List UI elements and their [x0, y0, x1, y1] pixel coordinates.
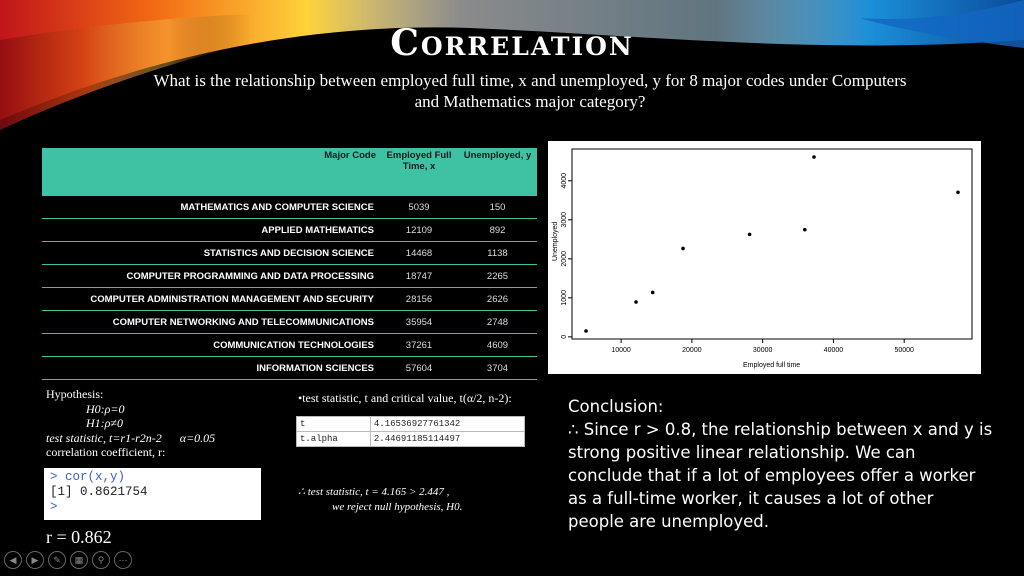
data-point	[803, 228, 807, 232]
prev-icon[interactable]: ◀	[4, 551, 22, 569]
cell-y: 3704	[458, 357, 537, 380]
table-row	[42, 219, 537, 242]
cell-x: 37261	[380, 334, 458, 357]
plot-frame	[572, 149, 972, 339]
next-icon[interactable]: ▶	[26, 551, 44, 569]
table-row	[42, 242, 537, 265]
pen-icon[interactable]: ✎	[48, 551, 66, 569]
cell-code: COMPUTER PROGRAMMING AND DATA PROCESSING	[42, 265, 380, 288]
scatter-plot	[548, 141, 981, 374]
tstat-label: •test statistic, t and critical value, t(α/2, n-2):	[298, 391, 512, 405]
tstat-name: t	[297, 417, 371, 432]
test-statistic-formula: test statistic, t=r1-r2n-2	[46, 430, 162, 445]
cell-y: 1138	[458, 242, 537, 265]
tstat-table	[296, 416, 525, 447]
header-employed: Employed Full Time, x	[380, 148, 458, 196]
cell-x: 57604	[380, 357, 458, 380]
cell-code: STATISTICS AND DECISION SCIENCE	[42, 242, 380, 265]
cell-x: 28156	[380, 288, 458, 311]
slideshow-controls	[4, 551, 132, 569]
tstat-conclusion-line2: we reject null hypothesis, H0.	[332, 501, 463, 513]
tstat-row	[297, 417, 525, 432]
r-console	[44, 468, 261, 520]
conclusion-text: ∴ Since r > 0.8, the relationship between x and y is strong positive linear relationship. We can conclude that if a lot of employees offer a worker as a full-time worker, it causes a lot of other people are unemployed.	[568, 420, 993, 531]
header-major-code: Major Code	[42, 148, 380, 196]
data-point	[812, 155, 816, 159]
table-row	[42, 311, 537, 334]
table-row	[42, 334, 537, 357]
hypothesis-block	[46, 387, 215, 460]
cell-y: 4609	[458, 334, 537, 357]
console-input: > cor(x,y)	[50, 470, 126, 484]
cell-y: 2748	[458, 311, 537, 334]
y-tick-label: 0	[561, 334, 568, 339]
console-output: [1] 0.8621754	[50, 485, 148, 499]
y-tick-label: 2000	[561, 251, 568, 267]
tstat-conclusion-line1: ∴ test statistic, t = 4.165 > 2.447 ,	[298, 486, 450, 498]
table-row	[42, 265, 537, 288]
tstat-value: 2.44691185114497	[370, 432, 524, 447]
tstat-name: t.alpha	[297, 432, 371, 447]
zoom-icon[interactable]: ⚲	[92, 551, 110, 569]
table-row	[42, 288, 537, 311]
table-row	[42, 196, 537, 219]
data-point	[956, 191, 960, 195]
alpha-value: α=0.05	[179, 430, 216, 445]
cell-code: COMPUTER ADMINISTRATION MANAGEMENT AND SECURITY	[42, 288, 380, 311]
more-icon[interactable]: ⋯	[114, 551, 132, 569]
console-prompt: >	[50, 500, 58, 514]
cell-x: 35954	[380, 311, 458, 334]
cell-code: COMMUNICATION TECHNOLOGIES	[42, 334, 380, 357]
x-tick-label: 50000	[894, 347, 914, 354]
data-point	[584, 329, 588, 333]
slide-title: Correlation	[390, 22, 634, 64]
scatter-svg	[548, 141, 981, 374]
data-point	[651, 291, 655, 295]
y-axis-label: Unemployed	[552, 221, 559, 261]
y-tick-label: 4000	[561, 172, 568, 189]
data-point	[634, 300, 638, 304]
table-header-row	[42, 148, 537, 196]
cell-code: MATHEMATICS AND COMPUTER SCIENCE	[42, 196, 380, 219]
tstat-conclusion	[298, 485, 462, 515]
cell-x: 5039	[380, 196, 458, 219]
cell-code: INFORMATION SCIENCES	[42, 357, 380, 380]
x-tick-label: 30000	[752, 347, 773, 354]
cell-x: 18747	[380, 265, 458, 288]
slide-question: What is the relationship between employed full time, x and unemployed, y for 8 major codes under Computers and Mathematics major category?	[153, 71, 907, 111]
r-value: r = 0.862	[46, 527, 112, 547]
cell-x: 12109	[380, 219, 458, 242]
x-tick-label: 20000	[682, 347, 702, 354]
y-tick-label: 3000	[561, 211, 568, 228]
null-hypothesis: H0:ρ=0	[86, 401, 125, 416]
tstat-value: 4.16536927761342	[370, 417, 524, 432]
y-tick-label: 1000	[561, 290, 568, 306]
hypothesis-heading: Hypothesis:	[46, 387, 104, 401]
x-tick-label: 10000	[611, 347, 631, 354]
table-row	[42, 357, 537, 380]
slides-icon[interactable]: ▦	[70, 551, 88, 569]
cell-y: 892	[458, 219, 537, 242]
x-tick-label: 40000	[823, 347, 844, 354]
conclusion-block	[568, 395, 993, 533]
cell-code: APPLIED MATHEMATICS	[42, 219, 380, 242]
conclusion-heading: Conclusion:	[568, 397, 664, 416]
corr-label: correlation coefficient, r:	[46, 445, 166, 459]
data-point	[681, 247, 685, 251]
cell-x: 14468	[380, 242, 458, 265]
cell-y: 2626	[458, 288, 537, 311]
alt-hypothesis: H1:ρ≠0	[86, 416, 124, 430]
cell-y: 150	[458, 196, 537, 219]
x-axis-label: Employed full time	[743, 362, 801, 369]
cell-code: COMPUTER NETWORKING AND TELECOMMUNICATIONS	[42, 311, 380, 334]
tstat-row	[297, 432, 525, 447]
cell-y: 2265	[458, 265, 537, 288]
data-point	[748, 233, 752, 237]
data-table	[42, 148, 537, 380]
header-unemployed: Unemployed, y	[458, 148, 537, 196]
